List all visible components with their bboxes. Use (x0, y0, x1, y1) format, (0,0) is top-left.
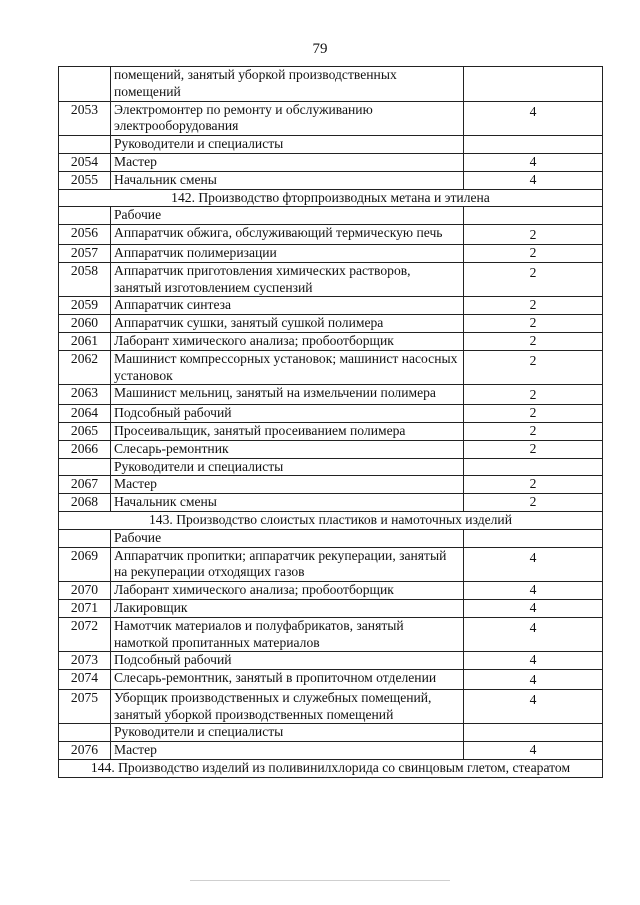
row-occupation-name: помещений, занятый уборкой производственных помещений (111, 67, 464, 102)
row-value: 4 (464, 547, 603, 582)
row-value: 2 (464, 297, 603, 315)
row-code (59, 724, 111, 742)
row-occupation-name: Просеивальщик, занятый просеиванием полимера (111, 422, 464, 440)
table-row (59, 617, 603, 652)
table-row (59, 476, 603, 494)
row-code: 2059 (59, 297, 111, 315)
row-occupation-name: Лакировщик (111, 599, 464, 617)
table-row (59, 225, 603, 245)
table-row (59, 153, 603, 171)
row-code: 2070 (59, 582, 111, 600)
row-value (464, 67, 603, 102)
table-row (59, 136, 603, 154)
row-code: 2061 (59, 332, 111, 350)
section-header-row (59, 511, 603, 529)
row-code: 2076 (59, 742, 111, 760)
row-value: 2 (464, 244, 603, 262)
row-occupation-name: Мастер (111, 153, 464, 171)
row-code: 2067 (59, 476, 111, 494)
row-occupation-name: Электромонтер по ремонту и обслуживанию электрооборудования (111, 101, 464, 136)
section-title: 142. Производство фторпроизводных метана и этилена (59, 189, 603, 207)
row-value: 2 (464, 476, 603, 494)
row-code: 2072 (59, 617, 111, 652)
row-value (464, 724, 603, 742)
row-value: 2 (464, 385, 603, 405)
row-occupation-name: Лаборант химического анализа; пробоотборщик (111, 582, 464, 600)
table-row (59, 332, 603, 350)
row-code: 2058 (59, 262, 111, 297)
table-row (59, 350, 603, 385)
page-number: 79 (312, 41, 328, 57)
table-row (59, 171, 603, 189)
row-occupation-name: Мастер (111, 742, 464, 760)
row-occupation-name: Аппаратчик полимеризации (111, 244, 464, 262)
row-code: 2074 (59, 670, 111, 690)
table-row (59, 385, 603, 405)
row-occupation-name: Уборщик производственных и служебных помещений, занятый уборкой производственных помещений (111, 689, 464, 724)
row-value: 4 (464, 617, 603, 652)
row-value: 4 (464, 689, 603, 724)
table-row (59, 742, 603, 760)
row-value: 4 (464, 582, 603, 600)
section-header-row (59, 760, 603, 778)
table-body (59, 67, 603, 778)
row-value: 4 (464, 742, 603, 760)
row-code (59, 458, 111, 476)
row-occupation-name: Рабочие (111, 207, 464, 225)
section-title: 144. Производство изделий из поливинилхлорида со свинцовым глетом, стеаратом (59, 760, 603, 778)
row-occupation-name: Машинист компрессорных установок; машинист насосных установок (111, 350, 464, 385)
row-value: 2 (464, 262, 603, 297)
row-code: 2065 (59, 422, 111, 440)
row-code: 2069 (59, 547, 111, 582)
row-code: 2075 (59, 689, 111, 724)
row-value: 2 (464, 332, 603, 350)
row-value: 2 (464, 315, 603, 333)
page-bottom-divider (190, 880, 450, 881)
row-occupation-name: Руководители и специалисты (111, 458, 464, 476)
occupation-table (58, 66, 603, 778)
table-row (59, 652, 603, 670)
row-code (59, 136, 111, 154)
section-header-row (59, 189, 603, 207)
table-row (59, 262, 603, 297)
table-row (59, 405, 603, 423)
row-value: 2 (464, 405, 603, 423)
row-value: 2 (464, 440, 603, 458)
row-occupation-name: Руководители и специалисты (111, 136, 464, 154)
row-code: 2053 (59, 101, 111, 136)
table-row (59, 244, 603, 262)
row-occupation-name: Слесарь-ремонтник (111, 440, 464, 458)
row-code: 2056 (59, 225, 111, 245)
table-row (59, 724, 603, 742)
row-value: 4 (464, 670, 603, 690)
row-occupation-name: Аппаратчик приготовления химических растворов, занятый изготовлением суспензий (111, 262, 464, 297)
table-row (59, 547, 603, 582)
section-title: 143. Производство слоистых пластиков и намоточных изделий (59, 511, 603, 529)
table-row (59, 67, 603, 102)
row-occupation-name: Рабочие (111, 529, 464, 547)
row-occupation-name: Аппаратчик пропитки; аппаратчик рекуперации, занятый на рекуперации отходящих газов (111, 547, 464, 582)
row-occupation-name: Аппаратчик обжига, обслуживающий термическую печь (111, 225, 464, 245)
row-code: 2060 (59, 315, 111, 333)
row-value: 2 (464, 350, 603, 385)
row-occupation-name: Подсобный рабочий (111, 652, 464, 670)
row-code: 2068 (59, 494, 111, 512)
row-code (59, 67, 111, 102)
row-value: 4 (464, 599, 603, 617)
row-occupation-name: Подсобный рабочий (111, 405, 464, 423)
row-occupation-name: Начальник смены (111, 494, 464, 512)
row-value: 2 (464, 225, 603, 245)
row-occupation-name: Руководители и специалисты (111, 724, 464, 742)
row-value (464, 458, 603, 476)
row-occupation-name: Аппаратчик синтеза (111, 297, 464, 315)
row-occupation-name: Лаборант химического анализа; пробоотборщик (111, 332, 464, 350)
table-row (59, 689, 603, 724)
table-row (59, 582, 603, 600)
row-value: 2 (464, 422, 603, 440)
row-code: 2066 (59, 440, 111, 458)
table-row (59, 315, 603, 333)
row-code: 2054 (59, 153, 111, 171)
row-occupation-name: Мастер (111, 476, 464, 494)
row-value: 4 (464, 652, 603, 670)
table-row (59, 599, 603, 617)
row-value: 4 (464, 171, 603, 189)
table-row (59, 207, 603, 225)
table-row (59, 422, 603, 440)
table-row (59, 494, 603, 512)
row-code: 2064 (59, 405, 111, 423)
row-value: 2 (464, 494, 603, 512)
row-occupation-name: Машинист мельниц, занятый на измельчении полимера (111, 385, 464, 405)
row-value: 4 (464, 101, 603, 136)
row-occupation-name: Аппаратчик сушки, занятый сушкой полимера (111, 315, 464, 333)
row-occupation-name: Намотчик материалов и полуфабрикатов, занятый намоткой пропитанных материалов (111, 617, 464, 652)
row-value: 4 (464, 153, 603, 171)
table-row (59, 670, 603, 690)
table-row (59, 101, 603, 136)
row-code: 2073 (59, 652, 111, 670)
row-occupation-name: Слесарь-ремонтник, занятый в пропиточном отделении (111, 670, 464, 690)
row-occupation-name: Начальник смены (111, 171, 464, 189)
row-code (59, 207, 111, 225)
row-code: 2057 (59, 244, 111, 262)
row-code: 2071 (59, 599, 111, 617)
table-row (59, 440, 603, 458)
row-code (59, 529, 111, 547)
row-code: 2063 (59, 385, 111, 405)
row-code: 2055 (59, 171, 111, 189)
table-row (59, 458, 603, 476)
table-row (59, 297, 603, 315)
row-code: 2062 (59, 350, 111, 385)
row-value (464, 136, 603, 154)
table-row (59, 529, 603, 547)
row-value (464, 529, 603, 547)
row-value (464, 207, 603, 225)
